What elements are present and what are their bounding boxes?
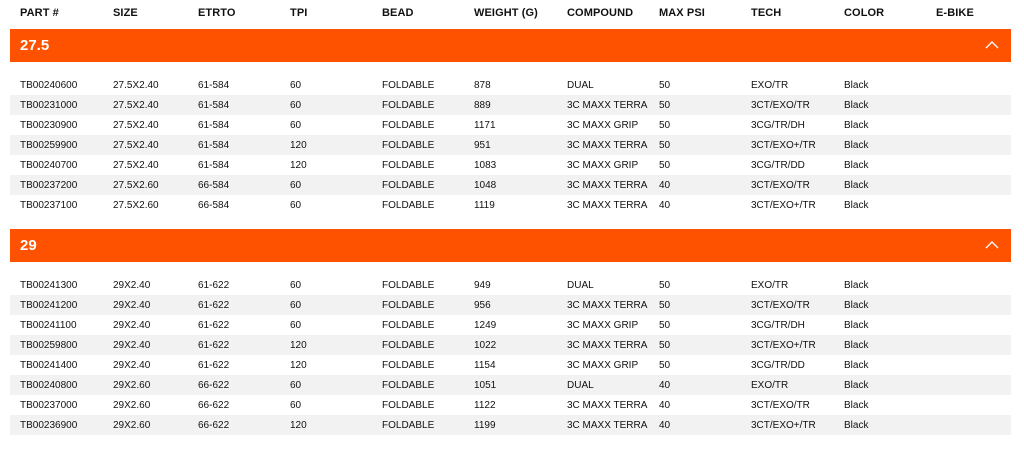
- table-row: [10, 275, 1011, 295]
- table-cell: FOLDABLE: [382, 140, 435, 151]
- column-header: PART #: [20, 7, 59, 19]
- table-cell: 66-622: [198, 380, 230, 391]
- table-row: [10, 175, 1011, 195]
- table-cell: 29X2.60: [113, 380, 151, 391]
- table-cell: 29X2.40: [113, 340, 151, 351]
- table-row: [10, 135, 1011, 155]
- table-cell: 27.5X2.60: [113, 200, 159, 211]
- table-cell: 27.5X2.40: [113, 140, 159, 151]
- table-cell: 27.5X2.40: [113, 100, 159, 111]
- table-cell: TB00259800: [20, 340, 78, 351]
- table-cell: FOLDABLE: [382, 300, 435, 311]
- column-header: BEAD: [382, 7, 414, 19]
- table-cell: 61-584: [198, 120, 230, 131]
- table-cell: 50: [659, 360, 671, 371]
- table-cell: 951: [474, 140, 491, 151]
- column-header: ETRTO: [198, 7, 236, 19]
- table-cell: 50: [659, 80, 671, 91]
- table-cell: Black: [844, 160, 869, 171]
- table-cell: 120: [290, 420, 307, 431]
- table-cell: 1048: [474, 180, 497, 191]
- table-cell: Black: [844, 300, 869, 311]
- column-header: MAX PSI: [659, 7, 705, 19]
- table-cell: TB00237100: [20, 200, 78, 211]
- table-row: [10, 415, 1011, 435]
- table-cell: 50: [659, 140, 671, 151]
- table-cell: EXO/TR: [751, 80, 789, 91]
- table-cell: 3C MAXX TERRA: [567, 100, 648, 111]
- table-cell: 3C MAXX GRIP: [567, 120, 639, 131]
- table-cell: 3C MAXX TERRA: [567, 340, 648, 351]
- table-cell: Black: [844, 80, 869, 91]
- table-cell: 3CT/EXO+/TR: [751, 200, 816, 211]
- chevron-up-icon[interactable]: [984, 38, 1000, 52]
- chevron-up-icon[interactable]: [984, 238, 1000, 252]
- table-cell: FOLDABLE: [382, 340, 435, 351]
- table-cell: 1249: [474, 320, 497, 331]
- table-cell: 61-622: [198, 360, 230, 371]
- table-cell: 29X2.40: [113, 300, 151, 311]
- table-cell: 3CT/EXO/TR: [751, 400, 810, 411]
- table-cell: 3CG/TR/DH: [751, 320, 805, 331]
- table-cell: 29X2.60: [113, 400, 151, 411]
- table-cell: TB00231000: [20, 100, 78, 111]
- table-cell: 61-622: [198, 300, 230, 311]
- table-cell: DUAL: [567, 380, 594, 391]
- table-cell: EXO/TR: [751, 380, 789, 391]
- table-cell: 60: [290, 280, 302, 291]
- table-cell: FOLDABLE: [382, 80, 435, 91]
- table-cell: 60: [290, 400, 302, 411]
- table-cell: FOLDABLE: [382, 420, 435, 431]
- table-cell: 50: [659, 300, 671, 311]
- table-cell: TB00259900: [20, 140, 78, 151]
- table-cell: Black: [844, 100, 869, 111]
- table-cell: 949: [474, 280, 491, 291]
- table-cell: 3CT/EXO/TR: [751, 180, 810, 191]
- table-cell: TB00236900: [20, 420, 78, 431]
- table-cell: 3CG/TR/DH: [751, 120, 805, 131]
- table-cell: 61-622: [198, 340, 230, 351]
- table-cell: 60: [290, 320, 302, 331]
- table-row: [10, 95, 1011, 115]
- section-header[interactable]: [10, 229, 1011, 262]
- table-cell: EXO/TR: [751, 280, 789, 291]
- table-cell: FOLDABLE: [382, 280, 435, 291]
- table-cell: 40: [659, 400, 671, 411]
- table-row: [10, 375, 1011, 395]
- table-cell: Black: [844, 280, 869, 291]
- table-cell: 66-584: [198, 180, 230, 191]
- table-cell: TB00241300: [20, 280, 78, 291]
- table-cell: TB00240700: [20, 160, 78, 171]
- table-cell: 120: [290, 140, 307, 151]
- column-header: COLOR: [844, 7, 885, 19]
- table-cell: Black: [844, 180, 869, 191]
- table-cell: 60: [290, 380, 302, 391]
- section-title: 27.5: [20, 37, 50, 54]
- table-cell: 61-622: [198, 320, 230, 331]
- table-cell: 66-584: [198, 200, 230, 211]
- table-cell: 3C MAXX TERRA: [567, 400, 648, 411]
- table-cell: 61-584: [198, 100, 230, 111]
- table-cell: Black: [844, 420, 869, 431]
- table-cell: 3CT/EXO+/TR: [751, 140, 816, 151]
- table-cell: 60: [290, 80, 302, 91]
- table-cell: 60: [290, 180, 302, 191]
- table-cell: TB00237000: [20, 400, 78, 411]
- table-cell: 29X2.40: [113, 320, 151, 331]
- table-cell: 29X2.60: [113, 420, 151, 431]
- table-cell: 956: [474, 300, 491, 311]
- table-cell: 27.5X2.40: [113, 120, 159, 131]
- table-cell: Black: [844, 380, 869, 391]
- table-cell: 1022: [474, 340, 497, 351]
- table-cell: 1051: [474, 380, 497, 391]
- table-cell: 120: [290, 160, 307, 171]
- section-title: 29: [20, 237, 37, 254]
- table-cell: 66-622: [198, 400, 230, 411]
- table-cell: 3C MAXX TERRA: [567, 420, 648, 431]
- table-cell: FOLDABLE: [382, 120, 435, 131]
- table-cell: 50: [659, 280, 671, 291]
- table-row: [10, 295, 1011, 315]
- table-cell: 3C MAXX GRIP: [567, 160, 639, 171]
- table-cell: 3CG/TR/DD: [751, 360, 805, 371]
- table-cell: 1083: [474, 160, 497, 171]
- table-cell: FOLDABLE: [382, 160, 435, 171]
- table-cell: 61-584: [198, 140, 230, 151]
- table-cell: Black: [844, 340, 869, 351]
- table-cell: 120: [290, 360, 307, 371]
- table-cell: 3C MAXX TERRA: [567, 200, 648, 211]
- table-cell: 3CT/EXO/TR: [751, 300, 810, 311]
- table-cell: Black: [844, 320, 869, 331]
- table-cell: 3C MAXX TERRA: [567, 180, 648, 191]
- table-header: [0, 0, 1024, 26]
- table-cell: 3C MAXX GRIP: [567, 320, 639, 331]
- table-cell: 1171: [474, 120, 496, 131]
- table-cell: 61-584: [198, 160, 230, 171]
- table-cell: 40: [659, 180, 671, 191]
- table-cell: Black: [844, 200, 869, 211]
- table-cell: FOLDABLE: [382, 400, 435, 411]
- table-cell: 1199: [474, 420, 496, 431]
- table-cell: 3CG/TR/DD: [751, 160, 805, 171]
- table-row: [10, 115, 1011, 135]
- table-row: [10, 75, 1011, 95]
- column-header: E-BIKE: [936, 7, 974, 19]
- table-cell: 50: [659, 320, 671, 331]
- table-cell: 1122: [474, 400, 496, 411]
- section-rows: [10, 75, 1011, 215]
- table-cell: 27.5X2.40: [113, 160, 159, 171]
- table-cell: 29X2.40: [113, 360, 151, 371]
- table-cell: 27.5X2.60: [113, 180, 159, 191]
- table-cell: DUAL: [567, 280, 594, 291]
- table-cell: 1119: [474, 200, 495, 211]
- table-cell: Black: [844, 360, 869, 371]
- table-cell: 889: [474, 100, 491, 111]
- table-cell: Black: [844, 140, 869, 151]
- table-cell: 61-584: [198, 80, 230, 91]
- table-cell: TB00241400: [20, 360, 78, 371]
- table-cell: 40: [659, 380, 671, 391]
- table-cell: FOLDABLE: [382, 200, 435, 211]
- table-cell: 50: [659, 100, 671, 111]
- table-cell: 60: [290, 300, 302, 311]
- table-row: [10, 335, 1011, 355]
- column-header: COMPOUND: [567, 7, 634, 19]
- column-header: TPI: [290, 7, 308, 19]
- table-cell: TB00241100: [20, 320, 77, 331]
- table-cell: 40: [659, 200, 671, 211]
- table-cell: Black: [844, 400, 869, 411]
- table-cell: 3C MAXX GRIP: [567, 360, 639, 371]
- table-cell: TB00230900: [20, 120, 78, 131]
- table-cell: FOLDABLE: [382, 380, 435, 391]
- table-cell: 3C MAXX TERRA: [567, 140, 648, 151]
- table-cell: 40: [659, 420, 671, 431]
- table-cell: FOLDABLE: [382, 100, 435, 111]
- table-row: [10, 355, 1011, 375]
- table-cell: FOLDABLE: [382, 180, 435, 191]
- column-header: WEIGHT (G): [474, 7, 538, 19]
- table-cell: TB00240800: [20, 380, 78, 391]
- section-header[interactable]: [10, 29, 1011, 62]
- table-cell: DUAL: [567, 80, 594, 91]
- table-cell: 3C MAXX TERRA: [567, 300, 648, 311]
- table-cell: TB00240600: [20, 80, 78, 91]
- table-row: [10, 155, 1011, 175]
- table-cell: 29X2.40: [113, 280, 151, 291]
- table-cell: 3CT/EXO+/TR: [751, 420, 816, 431]
- table-cell: 878: [474, 80, 491, 91]
- table-cell: 1154: [474, 360, 496, 371]
- table-cell: 3CT/EXO/TR: [751, 100, 810, 111]
- table-cell: FOLDABLE: [382, 360, 435, 371]
- column-header: SIZE: [113, 7, 138, 19]
- table-cell: 50: [659, 340, 671, 351]
- table-cell: 60: [290, 120, 302, 131]
- table-cell: 3CT/EXO+/TR: [751, 340, 816, 351]
- table-cell: 120: [290, 340, 307, 351]
- table-cell: TB00241200: [20, 300, 78, 311]
- table-cell: 27.5X2.40: [113, 80, 159, 91]
- table-cell: 60: [290, 200, 302, 211]
- table-cell: 60: [290, 100, 302, 111]
- table-cell: 66-622: [198, 420, 230, 431]
- table-cell: 61-622: [198, 280, 230, 291]
- section-rows: [10, 275, 1011, 435]
- table-cell: FOLDABLE: [382, 320, 435, 331]
- column-header: TECH: [751, 7, 782, 19]
- table-row: [10, 315, 1011, 335]
- table-cell: Black: [844, 120, 869, 131]
- table-row: [10, 395, 1011, 415]
- table-row: [10, 195, 1011, 215]
- table-cell: 50: [659, 120, 671, 131]
- table-cell: TB00237200: [20, 180, 78, 191]
- table-cell: 50: [659, 160, 671, 171]
